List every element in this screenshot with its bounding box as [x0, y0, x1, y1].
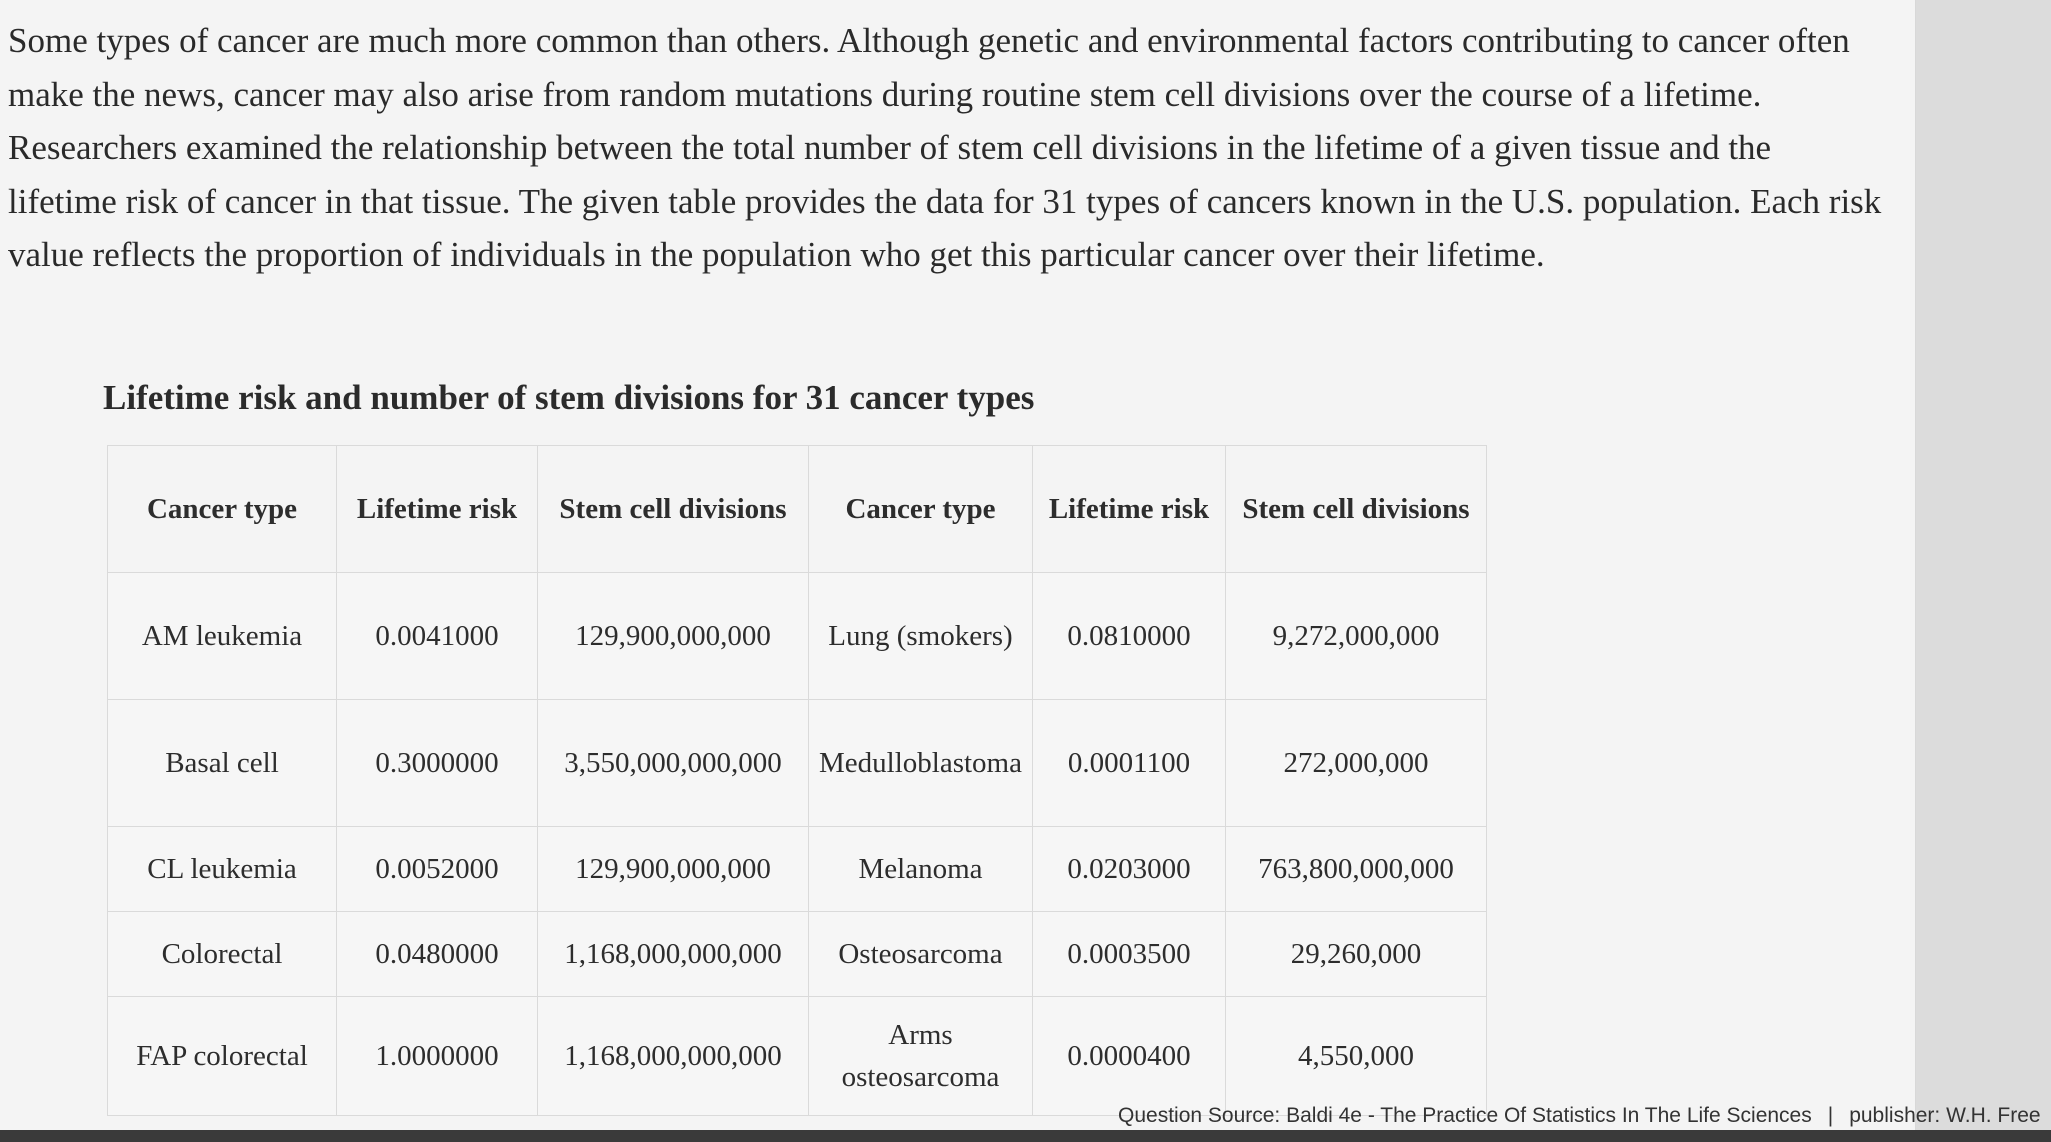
cell-lifetime-risk: 1.0000000: [337, 997, 538, 1116]
header-stem-cell-divisions: Stem cell divisions: [538, 446, 809, 573]
table-row: [108, 912, 1487, 997]
cell-cancer-type: FAP colorectal: [108, 997, 337, 1116]
header-stem-cell-divisions-2: Stem cell divisions: [1225, 446, 1486, 573]
cell-cancer-type-2: Melanoma: [809, 827, 1033, 912]
cell-stem-cell-divisions-2: 272,000,000: [1225, 700, 1486, 827]
cell-cancer-type: CL leukemia: [108, 827, 337, 912]
cell-cancer-type-2: Lung (smokers): [809, 573, 1033, 700]
header-cancer-type-2: Cancer type: [809, 446, 1033, 573]
question-source-line: [1118, 1104, 2041, 1128]
cell-stem-cell-divisions: 3,550,000,000,000: [538, 700, 809, 827]
cell-cancer-type: AM leukemia: [108, 573, 337, 700]
table-row: [108, 573, 1487, 700]
header-lifetime-risk-2: Lifetime risk: [1032, 446, 1225, 573]
table-row: [108, 997, 1487, 1116]
cell-stem-cell-divisions-2: 763,800,000,000: [1225, 827, 1486, 912]
cell-stem-cell-divisions-2: 29,260,000: [1225, 912, 1486, 997]
cell-lifetime-risk: 0.0041000: [337, 573, 538, 700]
cell-cancer-type-2: Osteosarcoma: [809, 912, 1033, 997]
cell-lifetime-risk-2: 0.0000400: [1032, 997, 1225, 1116]
table-row: [108, 827, 1487, 912]
cell-lifetime-risk-2: 0.0003500: [1032, 912, 1225, 997]
question-source: Question Source: Baldi 4e - The Practice Of Statistics In The Life Sciences: [1118, 1104, 1812, 1127]
header-cancer-type: Cancer type: [108, 446, 337, 573]
cell-cancer-type: Colorectal: [108, 912, 337, 997]
cell-lifetime-risk: 0.3000000: [337, 700, 538, 827]
cell-cancer-type-2: Arms osteosarcoma: [809, 997, 1033, 1116]
table-title: Lifetime risk and number of stem divisions for 31 cancer types: [103, 378, 1035, 417]
cell-stem-cell-divisions: 1,168,000,000,000: [538, 912, 809, 997]
cell-stem-cell-divisions-2: 9,272,000,000: [1225, 573, 1486, 700]
cell-stem-cell-divisions: 129,900,000,000: [538, 573, 809, 700]
cell-lifetime-risk-2: 0.0810000: [1032, 573, 1225, 700]
cell-stem-cell-divisions: 1,168,000,000,000: [538, 997, 809, 1116]
cell-lifetime-risk-2: 0.0203000: [1032, 827, 1225, 912]
cell-lifetime-risk: 0.0480000: [337, 912, 538, 997]
cell-stem-cell-divisions: 129,900,000,000: [538, 827, 809, 912]
table-row: [108, 700, 1487, 827]
cancer-data-table: [107, 445, 1487, 1116]
cell-cancer-type: Basal cell: [108, 700, 337, 827]
cell-lifetime-risk-2: 0.0001100: [1032, 700, 1225, 827]
cell-cancer-type-2: Medulloblastoma: [809, 700, 1033, 827]
source-separator: |: [1827, 1104, 1834, 1127]
header-lifetime-risk: Lifetime risk: [337, 446, 538, 573]
publisher: publisher: W.H. Free: [1849, 1104, 2041, 1127]
bottom-edge-bar: [0, 1130, 2051, 1142]
table-header-row: [108, 446, 1487, 573]
intro-paragraph: Some types of cancer are much more common than others. Although genetic and environmental factors contributing to cancer often make the news, cancer may also arise from random mutations during routine stem cell divisions over the course of a lifetime. Researchers examined the relationship between the total number of stem cell divisions in the lifetime of a given tissue and the lifetime risk of cancer in that tissue. The given table provides the data for 31 types of cancers known in the U.S. population. Each risk value reflects the proportion of individuals in the population who get this particular cancer over their lifetime.: [8, 21, 1882, 274]
cell-stem-cell-divisions-2: 4,550,000: [1225, 997, 1486, 1116]
cell-lifetime-risk: 0.0052000: [337, 827, 538, 912]
